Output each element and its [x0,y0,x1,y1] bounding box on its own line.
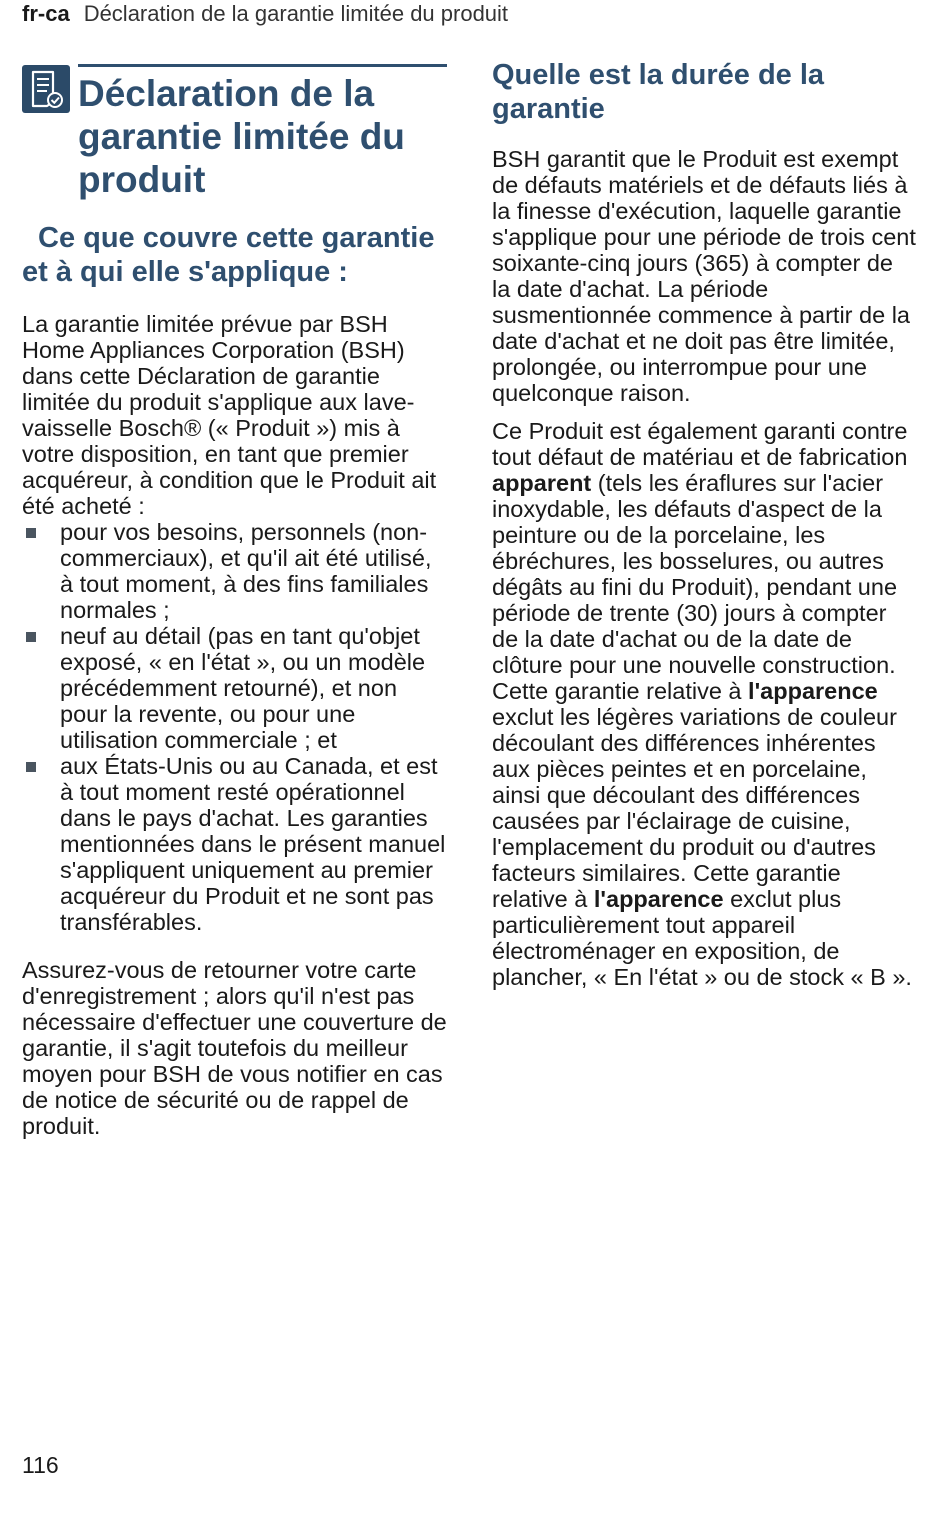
emphasis-apparence: l'apparence [748,678,878,704]
emphasis-apparent: apparent [492,470,592,496]
list-item: pour vos besoins, personnels (non-commerciaux), et qu'il ait été utilisé, à tout moment, à des fins familiales normales ; [22,519,447,623]
heading-rule [78,64,447,67]
registration-paragraph: Assurez-vous de retourner votre carte d'enregistrement ; alors qu'il n'est pas nécessaire d'effectuer une couverture de garantie, il s'agit toutefois du meilleur moyen pour BSH de vous notifier en cas de notice de sécurité ou de rappel de produit. [22,957,447,1139]
list-item: neuf au détail (pas en tant qu'objet exposé, « en l'état », ou un modèle précédemment retourné), et non pour la revente, ou pour une utilisation commerciale ; et [22,623,447,753]
right-column [492,58,917,990]
list-item: aux États-Unis ou au Canada, et est à tout moment resté opérationnel dans le pays d'achat. Les garanties mentionnées dans le présent manuel s'appliquent uniquement au premier acquéreur du Produit et ne sont pas transférables. [22,753,447,935]
page-title: Déclaration de la garantie limitée du produit [78,73,405,200]
language-code: fr-ca [22,1,70,26]
intro-paragraph: La garantie limitée prévue par BSH Home Appliances Corporation (BSH) dans cette Déclaration de garantie limitée du produit s'applique aux lave-vaisselle Bosch® (« Produit ») mis à votre disposition, en tant que premier acquéreur, à condition que le Produit ait été acheté : [22,311,437,519]
appearance-paragraph: Ce Produit est également garanti contre tout défaut de matériau et de fabrication apparent (tels les éraflures sur l'acier inoxydable, les défauts d'aspect de la peinture ou de la porcelaine, les ébréchures, les bosselures, ou autres dégâts au fini du Produit), pendant une période de trente (30) jours à compter de la date d'achat ou de la date de clôture pour une nouvelle construction. Cette garantie relative à l'apparence exclut les légères variations de couleur découlant des différences inhérentes aux pièces peintes et en porcelaine, ainsi que découlant des différences causées par l'éclairage de cuisine, l'emplacement du produit ou d'autres facteurs similaires. Cette garantie relative à l'apparence exclut plus particulièrement tout appareil électroménager en exposition, de plancher, « En l'état » ou de stock « B ». [492,418,912,990]
document-check-icon [22,65,70,113]
bullet-square-icon [26,528,36,538]
page-number: 116 [22,1452,59,1478]
coverage-heading: Ce que couvre cette garantie et à qui elle s'applique : [22,222,435,288]
header-title: Déclaration de la garantie limitée du produit [83,1,509,26]
left-column [22,62,447,1139]
duration-paragraph: BSH garantit que le Produit est exempt de défauts matériels et de défauts liés à la finesse d'exécution, laquelle garantie s'applique pour une période de trois cent soixante-cinq jours (365) à compter de la date d'achat. La période susmentionnée commence à partir de la date d'achat et ne doit pas être limitée, prolongée, ou interrompue pour une quelconque raison. [492,146,916,406]
page-header [22,0,508,28]
bullet-square-icon [26,632,36,642]
conditions-list [22,519,447,935]
bullet-square-icon [26,762,36,772]
emphasis-apparence-2: l'apparence [593,886,724,912]
section-heading [22,62,447,201]
duration-heading: Quelle est la durée de la garantie [492,59,825,125]
